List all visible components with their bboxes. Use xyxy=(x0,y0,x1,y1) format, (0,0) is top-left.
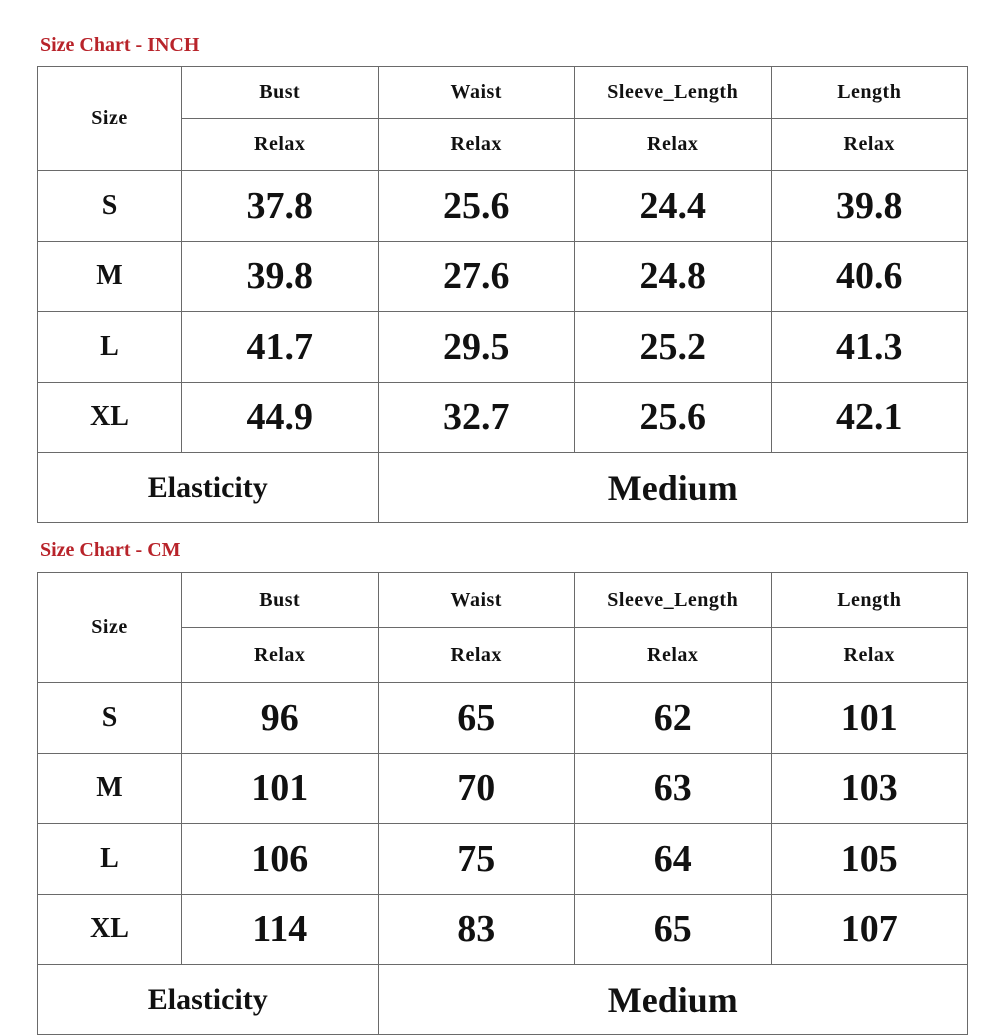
length-value: 107 xyxy=(771,894,968,965)
column-header-bust: Bust xyxy=(182,67,379,119)
bust-value: 96 xyxy=(182,683,379,754)
waist-value: 27.6 xyxy=(378,241,575,312)
column-header-length: Length xyxy=(771,67,968,119)
length-value: 105 xyxy=(771,824,968,895)
table-row xyxy=(38,824,968,895)
bust-value: 101 xyxy=(182,753,379,824)
inch-chart-title: Size Chart - INCH xyxy=(40,34,200,56)
table-row xyxy=(38,683,968,754)
waist-value: 25.6 xyxy=(378,171,575,242)
elasticity-row xyxy=(38,453,968,523)
sleeve-length-value: 64 xyxy=(575,824,772,895)
bust-value: 41.7 xyxy=(182,312,379,383)
length-value: 42.1 xyxy=(771,382,968,453)
fit-label: Relax xyxy=(575,119,772,171)
bust-value: 39.8 xyxy=(182,241,379,312)
table-row xyxy=(38,312,968,383)
length-value: 40.6 xyxy=(771,241,968,312)
size-header: Size xyxy=(38,67,182,171)
fit-label: Relax xyxy=(771,119,968,171)
fit-label: Relax xyxy=(575,628,772,683)
table-row xyxy=(38,382,968,453)
cm-size-table xyxy=(37,572,968,1035)
fit-label: Relax xyxy=(378,119,575,171)
size-label: XL xyxy=(38,894,182,965)
waist-value: 75 xyxy=(378,824,575,895)
table-row xyxy=(38,894,968,965)
column-header-sleeve-length: Sleeve_Length xyxy=(575,573,772,628)
size-label: M xyxy=(38,753,182,824)
fit-label: Relax xyxy=(771,628,968,683)
table-row xyxy=(38,241,968,312)
sleeve-length-value: 25.2 xyxy=(575,312,772,383)
bust-value: 106 xyxy=(182,824,379,895)
header-row xyxy=(38,573,968,628)
sleeve-length-value: 25.6 xyxy=(575,382,772,453)
waist-value: 65 xyxy=(378,683,575,754)
column-header-length: Length xyxy=(771,573,968,628)
size-label: S xyxy=(38,683,182,754)
size-label: S xyxy=(38,171,182,242)
sleeve-length-value: 24.4 xyxy=(575,171,772,242)
sleeve-length-value: 24.8 xyxy=(575,241,772,312)
sleeve-length-value: 63 xyxy=(575,753,772,824)
inch-size-table xyxy=(37,66,968,523)
cm-chart-title: Size Chart - CM xyxy=(40,539,181,561)
header-row xyxy=(38,67,968,119)
table-row xyxy=(38,753,968,824)
length-value: 39.8 xyxy=(771,171,968,242)
fit-label: Relax xyxy=(378,628,575,683)
size-header: Size xyxy=(38,573,182,683)
length-value: 103 xyxy=(771,753,968,824)
fit-label: Relax xyxy=(182,628,379,683)
bust-value: 114 xyxy=(182,894,379,965)
table-row xyxy=(38,171,968,242)
fit-label: Relax xyxy=(182,119,379,171)
sleeve-length-value: 65 xyxy=(575,894,772,965)
elasticity-label: Elasticity xyxy=(38,453,379,523)
column-header-waist: Waist xyxy=(378,67,575,119)
bust-value: 44.9 xyxy=(182,382,379,453)
waist-value: 70 xyxy=(378,753,575,824)
size-label: L xyxy=(38,824,182,895)
waist-value: 29.5 xyxy=(378,312,575,383)
column-header-bust: Bust xyxy=(182,573,379,628)
elasticity-value: Medium xyxy=(378,965,968,1035)
waist-value: 32.7 xyxy=(378,382,575,453)
column-header-waist: Waist xyxy=(378,573,575,628)
length-value: 101 xyxy=(771,683,968,754)
length-value: 41.3 xyxy=(771,312,968,383)
bust-value: 37.8 xyxy=(182,171,379,242)
size-label: L xyxy=(38,312,182,383)
size-label: M xyxy=(38,241,182,312)
size-label: XL xyxy=(38,382,182,453)
elasticity-label: Elasticity xyxy=(38,965,379,1035)
column-header-sleeve-length: Sleeve_Length xyxy=(575,67,772,119)
waist-value: 83 xyxy=(378,894,575,965)
sleeve-length-value: 62 xyxy=(575,683,772,754)
elasticity-value: Medium xyxy=(378,453,968,523)
